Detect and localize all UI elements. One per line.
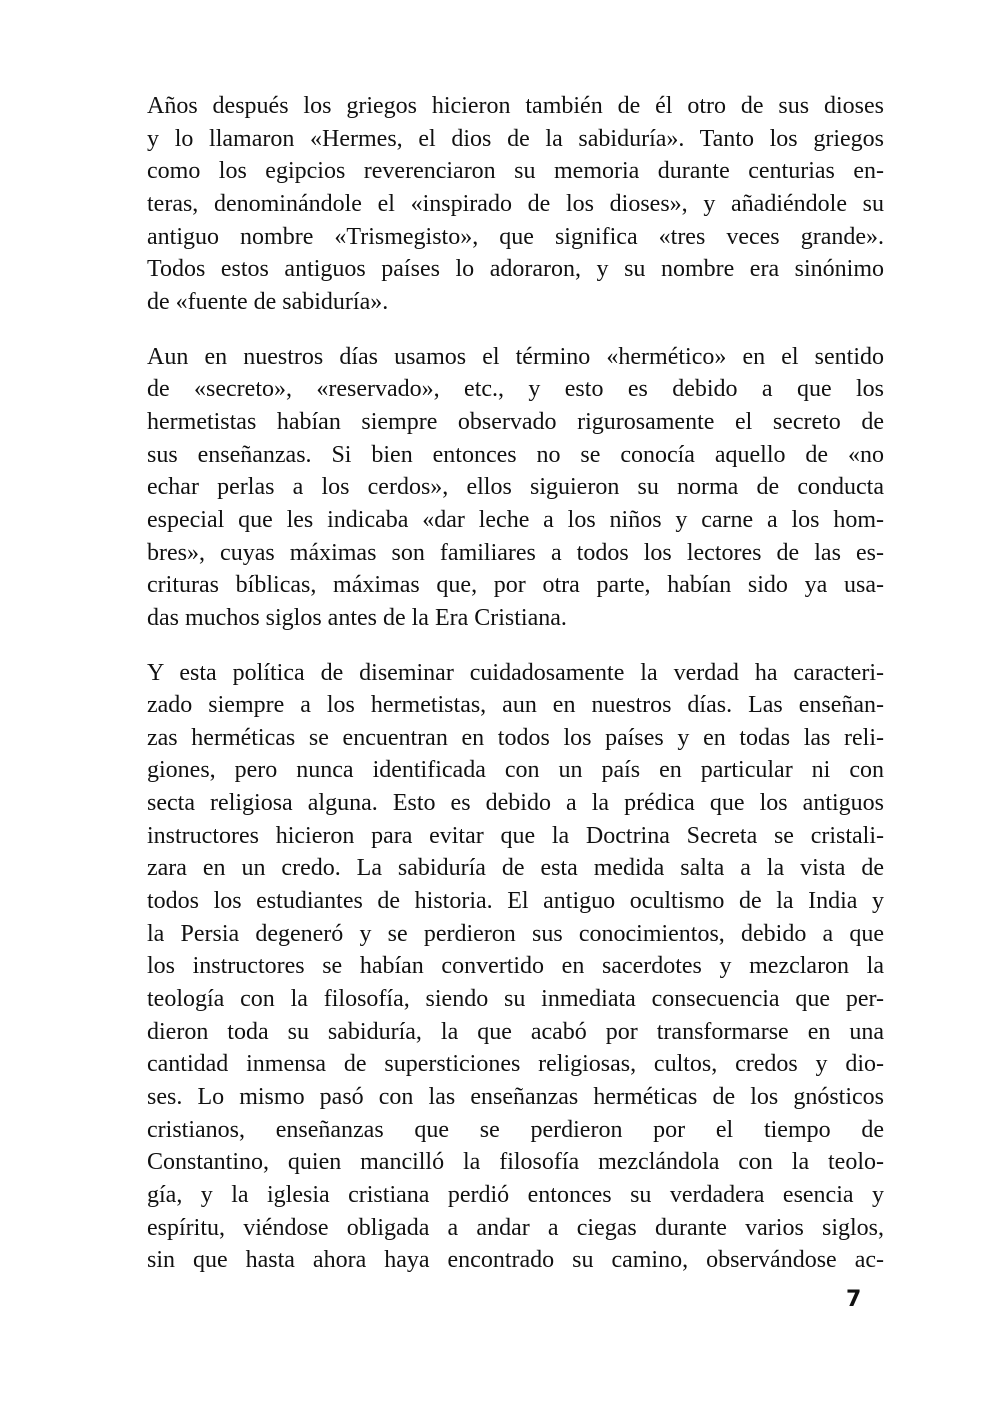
text-line: echar perlas a los cerdos», ellos siguieron su norma de conducta: [147, 474, 884, 501]
text-line: crituras bíblicas, máximas que, por otra parte, habían sido ya usa-: [147, 572, 884, 599]
text-line: giones, pero nunca identificada con un país en particular ni con: [147, 757, 884, 784]
text-line: zara en un credo. La sabiduría de esta medida salta a la vista de: [147, 855, 884, 882]
text-line: teras, denominándole el «inspirado de los dioses», y añadiéndole su: [147, 190, 884, 217]
text-line: Y esta política de diseminar cuidadosamente la verdad ha caracteri-: [147, 659, 884, 686]
text-line: y lo llamaron «Hermes, el dios de la sabiduría». Tanto los griegos: [147, 125, 884, 152]
text-line: gía, y la iglesia cristiana perdió entonces su verdadera esencia y: [147, 1182, 884, 1208]
page-number: 7: [846, 1287, 862, 1312]
text-line: zas herméticas se encuentran en todos los países y en todas las reli-: [147, 724, 884, 751]
text-line: secta religiosa alguna. Esto es debido a la prédica que los antiguos: [147, 790, 884, 817]
text-line: Constantino, quien mancilló la filosofía mezclándola con la teolo-: [147, 1149, 884, 1176]
text-line: dieron toda su sabiduría, la que acabó por transformarse en una: [147, 1018, 884, 1045]
text-line: todos los estudiantes de historia. El antiguo ocultismo de la India y: [147, 888, 884, 915]
text-line: espíritu, viéndose obligada a andar a ciegas durante varios siglos,: [147, 1214, 884, 1241]
text-line: de «secreto», «reservado», etc., y esto es debido a que los: [147, 376, 884, 403]
text-line: de «fuente de sabiduría».: [147, 288, 389, 315]
text-line: bres», cuyas máximas son familiares a todos los lectores de las es-: [147, 539, 884, 566]
text-line: das muchos siglos antes de la Era Cristiana.: [147, 604, 567, 631]
paragraph: [147, 657, 884, 1277]
text-line: cantidad inmensa de supersticiones religiosas, cultos, credos y dio-: [147, 1051, 884, 1078]
text-line: instructores hicieron para evitar que la Doctrina Secreta se cristali-: [147, 822, 884, 849]
text-line: Años después los griegos hicieron también de él otro de sus dioses: [147, 93, 884, 119]
text-line: Aun en nuestros días usamos el término «hermético» en el sentido: [147, 343, 884, 370]
paragraph: [147, 341, 884, 635]
text-line: especial que les indicaba «dar leche a los niños y carne a los hom-: [147, 506, 884, 533]
text-line: Todos estos antiguos países lo adoraron, y su nombre era sinónimo: [147, 256, 884, 283]
paragraph: [147, 90, 884, 319]
text-line: hermetistas habían siempre observado rigurosamente el secreto de: [147, 408, 884, 435]
text-line: cristianos, enseñanzas que se perdieron por el tiempo de: [147, 1116, 884, 1143]
text-line: la Persia degeneró y se perdieron sus conocimientos, debido a que: [147, 920, 884, 947]
text-line: sin que hasta ahora haya encontrado su camino, observándose ac-: [147, 1247, 884, 1274]
body-text: [147, 90, 884, 1299]
text-line: ses. Lo mismo pasó con las enseñanzas herméticas de los gnósticos: [147, 1084, 884, 1111]
text-line: teología con la filosofía, siendo su inmediata consecuencia que per-: [147, 986, 884, 1013]
text-line: como los egipcios reverenciaron su memoria durante centurias en-: [147, 158, 884, 185]
text-line: los instructores se habían convertido en sacerdotes y mezclaron la: [147, 953, 884, 980]
text-line: antiguo nombre «Trismegisto», que significa «tres veces grande».: [147, 223, 884, 250]
text-line: sus enseñanzas. Si bien entonces no se conocía aquello de «no: [147, 441, 884, 468]
text-line: zado siempre a los hermetistas, aun en nuestros días. Las enseñan-: [147, 692, 884, 719]
